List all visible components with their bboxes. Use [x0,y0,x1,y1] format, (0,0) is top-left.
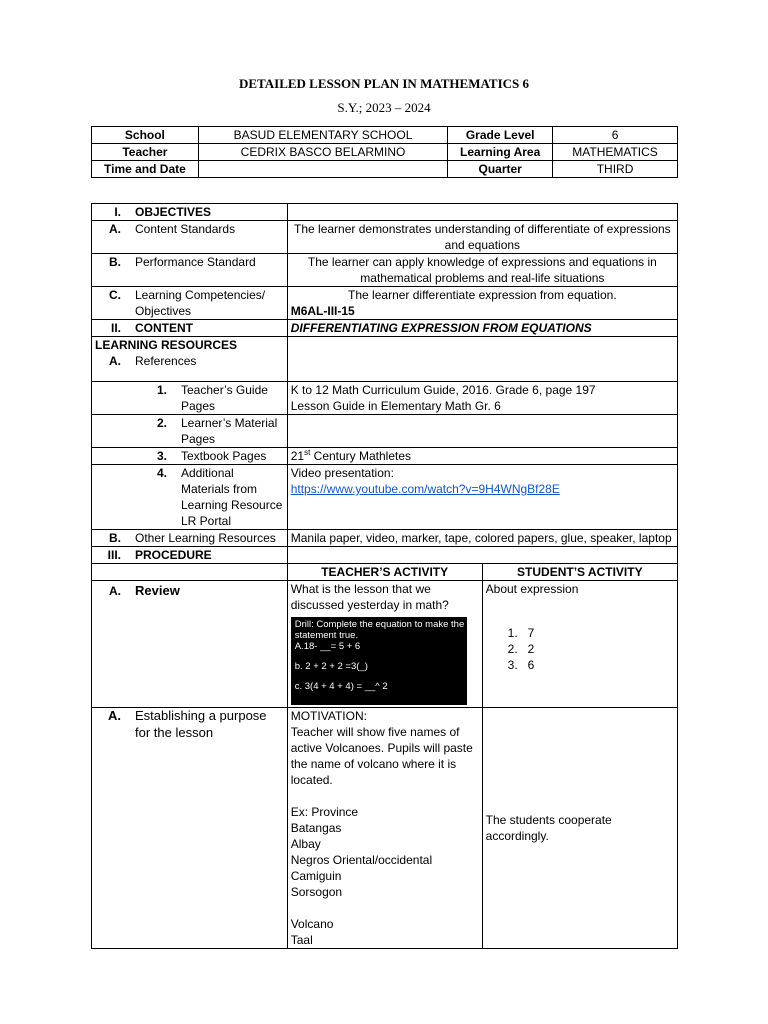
review-teacher-question: What is the lesson that we discussed yesterday in math? [290,582,449,612]
purpose-num: A. [108,708,121,723]
competencies-value: The learner differentiate expression from equation. [348,288,617,302]
answer-num: 1. [507,626,518,640]
learners-material-row [92,415,678,448]
answer-value: 6 [527,658,535,672]
teachers-guide-row [92,382,678,415]
review-label: Review [135,583,180,598]
teacher-label: Teacher [92,144,199,161]
review-row [92,581,678,708]
learners-material-label: Learner’s Material Pages [181,416,278,446]
drill-line-1: Drill: Complete the equation to make the [294,619,465,630]
content-row [92,320,678,337]
province-item: Batangas [290,821,342,835]
teachers-activity-header: TEACHER’S ACTIVITY [287,564,482,581]
teacher-value: CEDRIX BASCO BELARMINO [198,144,447,161]
textbook-value-sup: st [304,448,311,457]
header-row-school [92,127,678,144]
province-item: Camiguin [290,869,342,883]
students-activity-header: STUDENT’S ACTIVITY [482,564,677,581]
answer-num: 3. [507,658,518,672]
competencies-row [92,287,678,320]
other-resources-row [92,530,678,547]
learners-material-num: 2. [156,416,167,430]
competencies-label: Learning Competencies/ Objectives [135,288,266,318]
grade-value: 6 [553,127,678,144]
objectives-num: I. [114,205,121,219]
document-title: DETAILED LESSON PLAN IN MATHEMATICS 6 [238,76,530,91]
drill-line-5: c. 3(4 + 4 + 4) = __^ 2 [294,681,388,692]
performance-standard-row [92,254,678,287]
textbook-num: 3. [156,449,167,463]
teachers-guide-value-2: Lesson Guide in Elementary Math Gr. 6 [290,399,501,413]
answer-list [508,625,674,673]
answer-item [508,657,674,673]
content-title: CONTENT [135,321,193,335]
area-value: MATHEMATICS [553,144,678,161]
textbook-value [287,448,677,465]
answer-value: 7 [527,626,535,640]
header-table [91,126,678,178]
teachers-guide-num: 1. [156,383,167,397]
content-num: II. [110,321,121,335]
grade-label: Grade Level [448,127,553,144]
answer-item [508,625,674,641]
review-num: A. [109,584,121,598]
additional-materials-value: Video presentation: [290,466,394,480]
drill-line-3: A.18- __= 5 + 6 [294,641,361,652]
example-title: Ex: Province [290,805,359,819]
other-resources-value: Manila paper, video, marker, tape, colored papers, glue, speaker, laptop [287,530,677,547]
other-resources-num: B. [109,531,121,545]
additional-materials-label: Additional Materials from Learning Resource LR Portal [181,466,283,528]
province-item: Sorsogon [290,885,343,899]
review-student-answer: About expression [485,582,579,596]
school-value: BASUD ELEMENTARY SCHOOL [198,127,447,144]
quarter-value: THIRD [553,161,678,178]
textbook-row [92,448,678,465]
content-standards-label: Content Standards [135,222,236,236]
competency-code: M6AL-III-15 [290,304,355,318]
objectives-row [92,204,678,221]
additional-materials-num: 4. [156,466,167,480]
time-value [198,161,447,178]
content-standards-row [92,221,678,254]
school-label: School [92,127,199,144]
textbook-value-pre: 21 [290,449,305,463]
youtube-link[interactable]: https://www.youtube.com/watch?v=9H4WNgBf28E [290,482,560,496]
procedure-title: PROCEDURE [135,548,212,562]
lesson-plan-table [91,203,678,949]
quarter-label: Quarter [448,161,553,178]
content-standards-value: The learner demonstrates understanding of differentiate of expressions and equations [287,221,677,254]
performance-standard-value: The learner can apply knowledge of expressions and equations in mathematical problems and real-life situations [287,254,677,287]
procedure-num: III. [107,548,121,562]
answer-item [508,641,674,657]
performance-standard-label: Performance Standard [135,255,256,269]
activity-header-row [92,564,678,581]
drill-line-2: statement true. [294,630,359,641]
content-standards-num: A. [109,222,121,236]
header-row-teacher [92,144,678,161]
volcano-item: Taal [290,933,313,947]
motivation-title: MOTIVATION: [290,709,367,723]
volcano-title: Volcano [290,917,334,931]
purpose-student-response: The students cooperate accordingly. [485,813,612,843]
references-num: A. [109,354,121,368]
province-item: Negros Oriental/occidental [290,853,433,867]
teachers-guide-value-1: K to 12 Math Curriculum Guide, 2016. Grade 6, page 197 [290,383,596,397]
purpose-label: Establishing a purpose for the lesson [135,708,267,740]
header-row-time [92,161,678,178]
time-label: Time and Date [92,161,199,178]
procedure-row [92,547,678,564]
references-label: References [135,354,197,368]
drill-image [291,617,467,705]
school-year: S.Y.; 2023 – 2024 [337,100,431,115]
textbook-value-post: Century Mathletes [310,449,412,463]
purpose-row [92,708,678,949]
learning-resources-title: LEARNING RESOURCES [95,338,238,352]
province-item: Albay [290,837,321,851]
objectives-title: OBJECTIVES [135,205,212,219]
drill-line-4: b. 2 + 2 + 2 =3(_) [294,661,368,672]
answer-num: 2. [507,642,518,656]
content-value: DIFFERENTIATING EXPRESSION FROM EQUATIONS [287,320,677,337]
additional-materials-row [92,465,678,530]
competencies-num: C. [109,288,121,302]
area-label: Learning Area [448,144,553,161]
teachers-guide-label: Teacher’s Guide Pages [181,383,268,413]
answer-value: 2 [527,642,535,656]
learning-resources-row [92,337,678,382]
performance-standard-num: B. [109,255,121,269]
other-resources-label: Other Learning Resources [135,531,276,545]
motivation-text: Teacher will show five names of active Volcanoes. Pupils will paste the name of volcano where it is located. [290,725,473,787]
textbook-label: Textbook Pages [181,449,267,463]
